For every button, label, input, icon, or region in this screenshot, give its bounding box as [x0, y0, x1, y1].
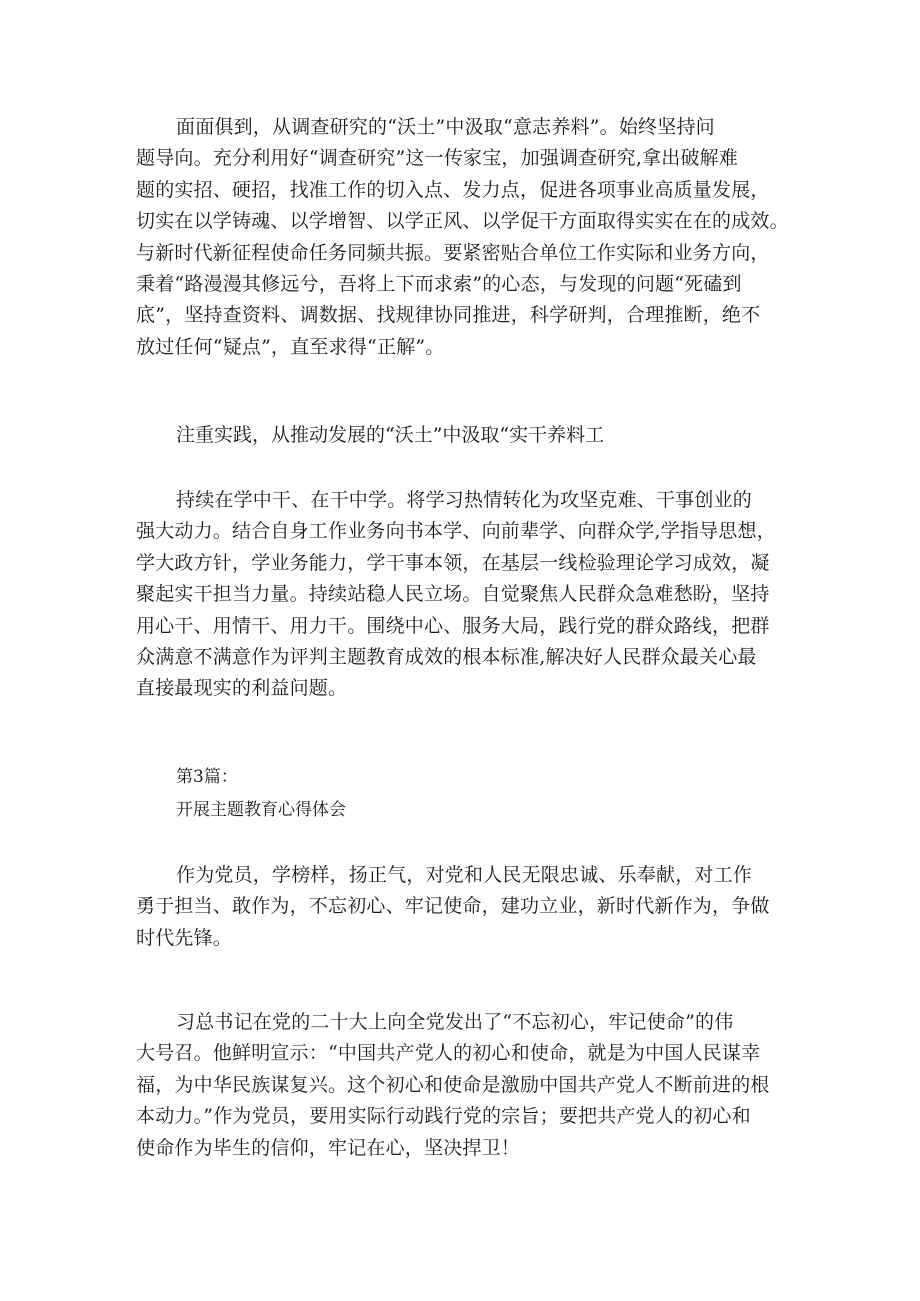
text-line: 题导向。充分利用好“调查研究”这一传家宝，加强调查研究,拿出破解难: [136, 147, 739, 170]
text-line: 直接最现实的利益问题。: [136, 677, 348, 700]
paragraph-party-member: [136, 860, 796, 954]
text-line: 聚起实干担当力量。持续站稳人民立场。自觉聚焦人民群众急难愁盼，坚持: [136, 583, 770, 606]
text-line: 福，为中华民族谋复兴。这个初心和使命是激励中国共产党人不断前进的根: [136, 1073, 770, 1096]
text-line: 底”，坚持查资料、调数据、找规律协同推进，科学研判，合理推断，绝不: [136, 304, 761, 327]
text-line: 使命作为毕生的信仰，牢记在心，坚决捍卫！: [136, 1136, 521, 1159]
chapter-label: 第3篇：: [176, 767, 238, 787]
text-line: 作为党员，学榜样，扬正气，对党和人民无限忠诚、乐奉献，对工作: [176, 864, 753, 886]
text-line: 题的实招、硬招，找准工作的切入点、发力点，促进各项事业高质量发展，: [136, 178, 770, 201]
text-line: 众满意不满意作为评判主题教育成效的根本标准,解决好人民群众最关心最: [136, 646, 757, 669]
chapter-title: 开展主题教育心得体会: [176, 800, 346, 820]
text-line: 强大动力。结合自身工作业务向书本学、向前辈学、向群众学,学指导思想，: [136, 520, 776, 543]
text-line: 放过任何“疑点”，直至求得“正解”。: [136, 335, 445, 358]
text-line: 大号召。他鲜明宣示：“中国共产党人的初心和使命，就是为中国人民谋幸: [136, 1042, 761, 1065]
section-title: 注重实践，从推动发展的“沃土”中汲取“实干养料工: [176, 424, 605, 446]
text-line: 秉着“路漫漫其修远兮，吾将上下而求索”的心态，与发现的问题“死磕到: [136, 273, 742, 296]
text-line: 面面俱到，从调查研究的“沃土”中汲取“意志养料”。始终坚持问: [176, 116, 715, 138]
paragraph-practice: [136, 485, 796, 705]
text-line: 用心干、用情干、用力干。围绕中心、服务大局，践行党的群众路线，把群: [136, 614, 770, 637]
paragraph-original-mission: [136, 1007, 796, 1164]
text-line: 持续在学中干、在干中学。将学习热情转化为攻坚克难、干事创业的: [176, 489, 753, 511]
text-line: 学大政方针，学业务能力，学干事本领，在基层一线检验理论学习成效，凝: [136, 551, 770, 574]
text-line: 勇于担当、敢作为，不忘初心、牢记使命，建功立业，新时代新作为，争做: [136, 895, 770, 918]
text-line: 切实在以学铸魂、以学增智、以学正风、以学促干方面取得实实在在的成效。: [136, 210, 789, 233]
text-line: 时代先锋。: [136, 926, 233, 949]
paragraph-investigation: [136, 112, 796, 363]
text-line: 本动力。”作为党员，要用实际行动践行党的宗旨；要把共产党人的初心和: [136, 1105, 751, 1128]
text-line: 习总书记在党的二十大上向全党发出了“不忘初心，牢记使命”的伟: [176, 1011, 734, 1033]
text-line: 与新时代新征程使命任务同频共振。要紧密贴合单位工作实际和业务方向，: [136, 241, 770, 264]
